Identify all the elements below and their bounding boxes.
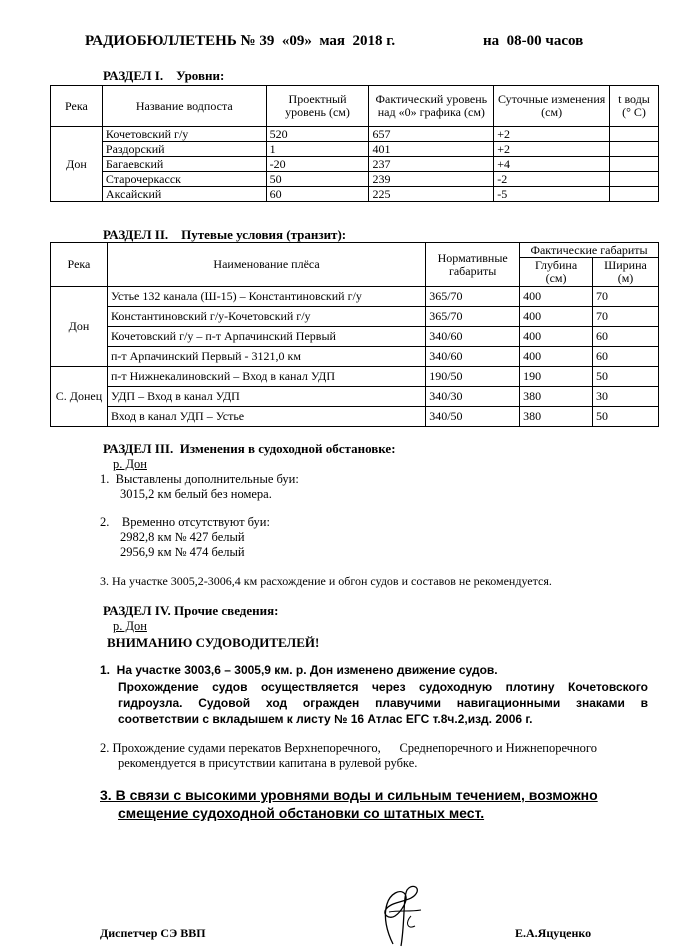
table-row	[51, 287, 659, 307]
reach-cell: Устье 132 канала (Ш-15) – Константиновский г/у	[107, 287, 425, 307]
actual-cell: 225	[369, 187, 494, 202]
section3-item2-title: 2. Временно отсутствуют буи:	[100, 515, 270, 529]
width-cell: 50	[593, 367, 659, 387]
dispatcher-name: Е.А.Яцуценко	[515, 926, 592, 940]
river-cell: Дон	[51, 287, 108, 367]
post-cell: Старочеркасск	[102, 172, 266, 187]
col-actual-level: Фактический уровень над «0» графика (см)	[369, 86, 494, 127]
section3-title: РАЗДЕЛ III. Изменения в судоходной обстановке:	[103, 441, 396, 456]
depth-cell: 400	[520, 347, 593, 367]
table-row	[51, 367, 659, 387]
section2-title: РАЗДЕЛ II. Путевые условия (транзит):	[103, 227, 347, 242]
reach-cell: Вход в канал УДП – Устье	[107, 407, 425, 427]
river-cell: С. Донец	[51, 367, 108, 427]
table-row	[51, 127, 659, 142]
depth-cell: 400	[520, 287, 593, 307]
depth-cell: 400	[520, 307, 593, 327]
reach-cell: п-т Нижнекалиновский – Вход в канал УДП	[107, 367, 425, 387]
norm-cell: 190/50	[426, 367, 520, 387]
route-table	[50, 242, 659, 427]
para3-line1: 3. В связи с высокими уровнями воды и сильным течением, возможно	[100, 787, 598, 803]
change-cell: -2	[494, 172, 610, 187]
table-row	[51, 327, 659, 347]
change-cell: -5	[494, 187, 610, 202]
depth-cell: 190	[520, 367, 593, 387]
width-cell: 70	[593, 307, 659, 327]
depth-cell: 380	[520, 387, 593, 407]
col-water-temp: t воды (° C)	[610, 86, 659, 127]
change-cell: +4	[494, 157, 610, 172]
para1-line3: гидроузла. Судовой ход огражден плавучими навигационными знаками в	[118, 696, 648, 710]
post-cell: Аксайский	[102, 187, 266, 202]
actual-cell: 239	[369, 172, 494, 187]
col-reach: Наименование плёса	[107, 243, 425, 287]
col-actual-dims: Фактические габариты	[520, 243, 659, 258]
bulletin-title: РАДИОБЮЛЛЕТЕНЬ № 39 «09» мая 2018 г.	[85, 33, 396, 49]
design-cell: 1	[266, 142, 369, 157]
reach-cell: п-т Арпачинский Первый - 3121,0 км	[107, 347, 425, 367]
norm-cell: 365/70	[426, 287, 520, 307]
actual-cell: 237	[369, 157, 494, 172]
design-cell: -20	[266, 157, 369, 172]
col-depth: Глубина (см)	[520, 258, 593, 287]
design-cell: 520	[266, 127, 369, 142]
temp-cell	[610, 157, 659, 172]
change-cell: +2	[494, 142, 610, 157]
norm-cell: 365/70	[426, 307, 520, 327]
section3-river: р. Дон	[113, 457, 147, 471]
col-post: Название водпоста	[102, 86, 266, 127]
col-river: Река	[51, 243, 108, 287]
norm-cell: 340/60	[426, 327, 520, 347]
temp-cell	[610, 127, 659, 142]
table-row	[51, 142, 659, 157]
norm-cell: 340/50	[426, 407, 520, 427]
width-cell: 30	[593, 387, 659, 407]
table-row	[51, 387, 659, 407]
reach-cell: Константиновский г/у-Кочетовский г/у	[107, 307, 425, 327]
attention-heading: ВНИМАНИЮ СУДОВОДИТЕЛЕЙ!	[107, 635, 320, 650]
section3-item2-line1: 2982,8 км № 427 белый	[120, 530, 245, 544]
para1-line1: 1. На участке 3003,6 – 3005,9 км. р. Дон изменено движение судов.	[100, 663, 498, 677]
signature-image	[365, 882, 440, 947]
norm-cell: 340/60	[426, 347, 520, 367]
width-cell: 70	[593, 287, 659, 307]
temp-cell	[610, 187, 659, 202]
section4-river: р. Дон	[113, 619, 147, 633]
post-cell: Багаевский	[102, 157, 266, 172]
temp-cell	[610, 142, 659, 157]
section3-item1-line: 3015,2 км белый без номера.	[120, 487, 272, 501]
section1-title: РАЗДЕЛ I. Уровни:	[103, 68, 225, 83]
actual-cell: 401	[369, 142, 494, 157]
para2-line2: рекомендуется в присутствии капитана в рулевой рубке.	[118, 756, 418, 770]
depth-cell: 400	[520, 327, 593, 347]
para3-line2: смещение судоходной обстановки со штатных мест.	[118, 805, 485, 821]
section3-item1-title: 1. Выставлены дополнительные буи:	[100, 472, 299, 486]
col-norm: Нормативные габариты	[426, 243, 520, 287]
para2-line1: 2. Прохождение судами перекатов Верхнепоречного, Среднепоречного и Нижнепоречного	[100, 741, 597, 755]
change-cell: +2	[494, 127, 610, 142]
design-cell: 60	[266, 187, 369, 202]
col-daily-change: Суточные изменения (см)	[494, 86, 610, 127]
reach-cell: Кочетовский г/у – п-т Арпачинский Первый	[107, 327, 425, 347]
table-row	[51, 407, 659, 427]
para1-line4: соответствии с вкладышем к листу № 16 Атлас ЕГС т.8ч.2,изд. 2006 г.	[118, 712, 533, 726]
bulletin-time: на 08-00 часов	[483, 33, 584, 49]
width-cell: 50	[593, 407, 659, 427]
table-row	[51, 347, 659, 367]
section4-title: РАЗДЕЛ IV. Прочие сведения:	[103, 603, 279, 618]
actual-cell: 657	[369, 127, 494, 142]
para1-line2: Прохождение судов осуществляется через судоходную плотину Кочетовского	[118, 680, 648, 694]
section3-item2-line2: 2956,9 км № 474 белый	[120, 545, 245, 559]
col-design-level: Проектный уровень (см)	[266, 86, 369, 127]
width-cell: 60	[593, 327, 659, 347]
reach-cell: УДП – Вход в канал УДП	[107, 387, 425, 407]
design-cell: 50	[266, 172, 369, 187]
norm-cell: 340/30	[426, 387, 520, 407]
col-river: Река	[51, 86, 103, 127]
levels-table	[50, 85, 659, 202]
dispatcher-label: Диспетчер СЭ ВВП	[100, 926, 206, 940]
width-cell: 60	[593, 347, 659, 367]
temp-cell	[610, 172, 659, 187]
table-row	[51, 307, 659, 327]
section3-item3: 3. На участке 3005,2-3006,4 км расхождение и обгон судов и составов не рекомендуется.	[100, 574, 552, 588]
depth-cell: 380	[520, 407, 593, 427]
post-cell: Раздорский	[102, 142, 266, 157]
col-width: Ширина (м)	[593, 258, 659, 287]
table-row	[51, 172, 659, 187]
table-row	[51, 157, 659, 172]
table-row	[51, 187, 659, 202]
post-cell: Кочетовский г/у	[102, 127, 266, 142]
river-cell: Дон	[51, 127, 103, 202]
